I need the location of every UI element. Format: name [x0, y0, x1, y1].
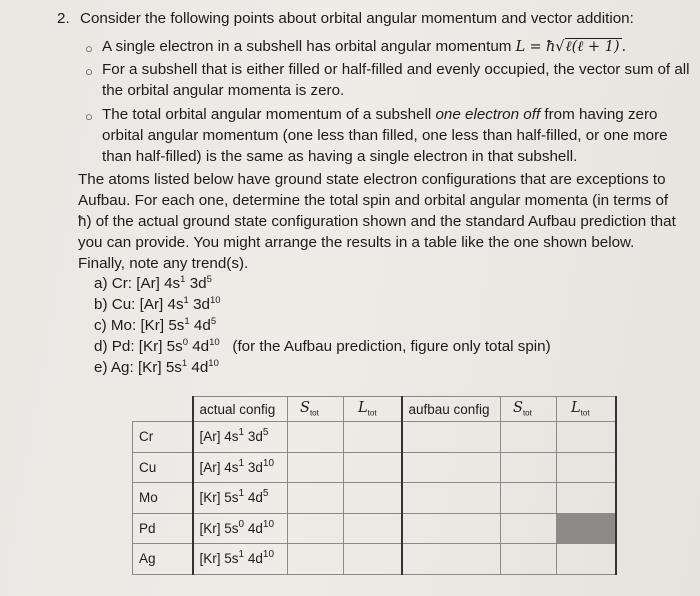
item-c: c) Mo: [Kr] $5s^1$ $4d^5$ [94, 316, 217, 334]
item-a: a) Cr: [Ar] $4s^1$ $3d^5$ [94, 274, 212, 292]
row-l-tot-cell[interactable] [344, 422, 402, 453]
table-row [133, 513, 616, 544]
row-aufbau-config-cell[interactable] [402, 544, 501, 575]
row-l-tot-cell[interactable] [344, 544, 402, 575]
row-l-tot-aufbau-cell[interactable] [557, 422, 616, 453]
table-row [133, 422, 616, 453]
item-d-note: (for the Aufbau prediction, figure only total spin) [232, 338, 551, 355]
sqrt-icon: √ [555, 39, 565, 55]
item-e: e) Ag: [Kr] $5s^1$ $4d^{10}$ [94, 358, 219, 376]
bullet-1 [102, 37, 626, 57]
row-s-tot-aufbau-cell[interactable] [501, 513, 557, 544]
bullet-3-text-a: The total orbital angular momentum of a subshell [102, 106, 436, 123]
formula-L: L [515, 39, 526, 55]
row-l-tot-cell[interactable] [344, 452, 402, 483]
table-row [133, 544, 616, 575]
formula-equals: = [529, 39, 542, 55]
table-header-row [133, 397, 616, 422]
paragraph-line-2: Aufbau. For each one, determine the total spin and orbital angular momenta (in terms of [78, 192, 669, 209]
row-l-tot-cell[interactable] [344, 483, 402, 514]
paragraph-line-4: you can provide. You might arrange the results in a table like the one shown below. [78, 234, 635, 251]
paragraph-line-5: Finally, note any trend(s). [78, 255, 249, 272]
table-row [133, 483, 616, 514]
row-element: Mo [133, 483, 193, 514]
row-aufbau-config-cell[interactable] [402, 483, 501, 514]
formula-radicand: ℓ(ℓ + 1) [565, 39, 620, 55]
row-element: Pd [133, 513, 193, 544]
row-actual-config: [Ar] $4s^1$ $3d^5$ [193, 422, 288, 453]
row-s-tot-aufbau-cell[interactable] [501, 422, 557, 453]
header-l-tot-aufbau: $L_{tot}$ [557, 397, 616, 422]
row-aufbau-config-cell[interactable] [402, 452, 501, 483]
bullet-3-line-3: than half-filled) is the same as having a single electron in that subshell. [102, 148, 578, 165]
question-intro: Consider the following points about orbital angular momentum and vector addition: [80, 10, 634, 27]
bullet-1-text: A single electron in a subshell has orbital angular momentum [102, 38, 516, 55]
row-l-tot-aufbau-cell [557, 513, 616, 544]
row-actual-config: [Kr] $5s^1$ $4d^5$ [193, 483, 288, 514]
bullet-2-line-2: the orbital angular momenta is zero. [102, 82, 345, 99]
header-aufbau-config: aufbau config [402, 397, 501, 422]
header-s-tot: $S_{tot}$ [288, 397, 344, 422]
bullet-3-italic: one electron off [435, 106, 541, 123]
item-d: d) Pd: [Kr] $5s^0$ $4d^{10}$ (for the Aufbau prediction, figure only total spin) [94, 337, 551, 355]
bullet-circle-icon: ○ [85, 109, 93, 124]
row-actual-config: [Kr] $5s^1$ $4d^{10}$ [193, 544, 288, 575]
table-body [133, 422, 616, 575]
question-number: 2. [57, 10, 70, 27]
corner-cell [133, 397, 193, 422]
row-element: Ag [133, 544, 193, 575]
results-table [132, 396, 617, 575]
row-l-tot-aufbau-cell[interactable] [557, 483, 616, 514]
row-s-tot-aufbau-cell[interactable] [501, 483, 557, 514]
header-actual-config: actual config [193, 397, 288, 422]
row-actual-config: [Kr] $5s^0$ $4d^{10}$ [193, 513, 288, 544]
header-s-tot-aufbau: $S_{tot}$ [501, 397, 557, 422]
row-s-tot-aufbau-cell[interactable] [501, 544, 557, 575]
row-s-tot-cell[interactable] [288, 513, 344, 544]
bullet-3-text-b: from having zero [540, 106, 658, 123]
row-s-tot-cell[interactable] [288, 422, 344, 453]
row-s-tot-cell[interactable] [288, 544, 344, 575]
row-l-tot-aufbau-cell[interactable] [557, 452, 616, 483]
paragraph-line-1: The atoms listed below have ground state electron configurations that are exceptions to [78, 171, 666, 188]
formula-hbar: ħ [545, 39, 556, 55]
row-element: Cr [133, 422, 193, 453]
row-s-tot-cell[interactable] [288, 483, 344, 514]
bullet-3-line-1 [102, 105, 658, 125]
row-element: Cu [133, 452, 193, 483]
row-s-tot-aufbau-cell[interactable] [501, 452, 557, 483]
bullet-2-line-1: For a subshell that is either filled or half-filled and evenly occupied, the vector sum of all [102, 61, 690, 78]
row-s-tot-cell[interactable] [288, 452, 344, 483]
paragraph-line-3: ħ) of the actual ground state configuration shown and the standard Aufbau prediction that [78, 213, 676, 230]
row-l-tot-cell[interactable] [344, 513, 402, 544]
bullet-circle-icon: ○ [85, 64, 93, 79]
bullet-3-line-2: orbital angular momentum (one less than filled, one less than half-filled, or one more [102, 127, 668, 144]
row-aufbau-config-cell[interactable] [402, 422, 501, 453]
bullet-circle-icon: ○ [85, 41, 93, 56]
formula-period: . [621, 39, 627, 55]
row-l-tot-aufbau-cell[interactable] [557, 544, 616, 575]
table-row [133, 452, 616, 483]
header-l-tot: $L_{tot}$ [344, 397, 402, 422]
row-actual-config: [Ar] $4s^1$ $3d^{10}$ [193, 452, 288, 483]
row-aufbau-config-cell[interactable] [402, 513, 501, 544]
item-b: b) Cu: [Ar] $4s^1$ $3d^{10}$ [94, 295, 221, 313]
